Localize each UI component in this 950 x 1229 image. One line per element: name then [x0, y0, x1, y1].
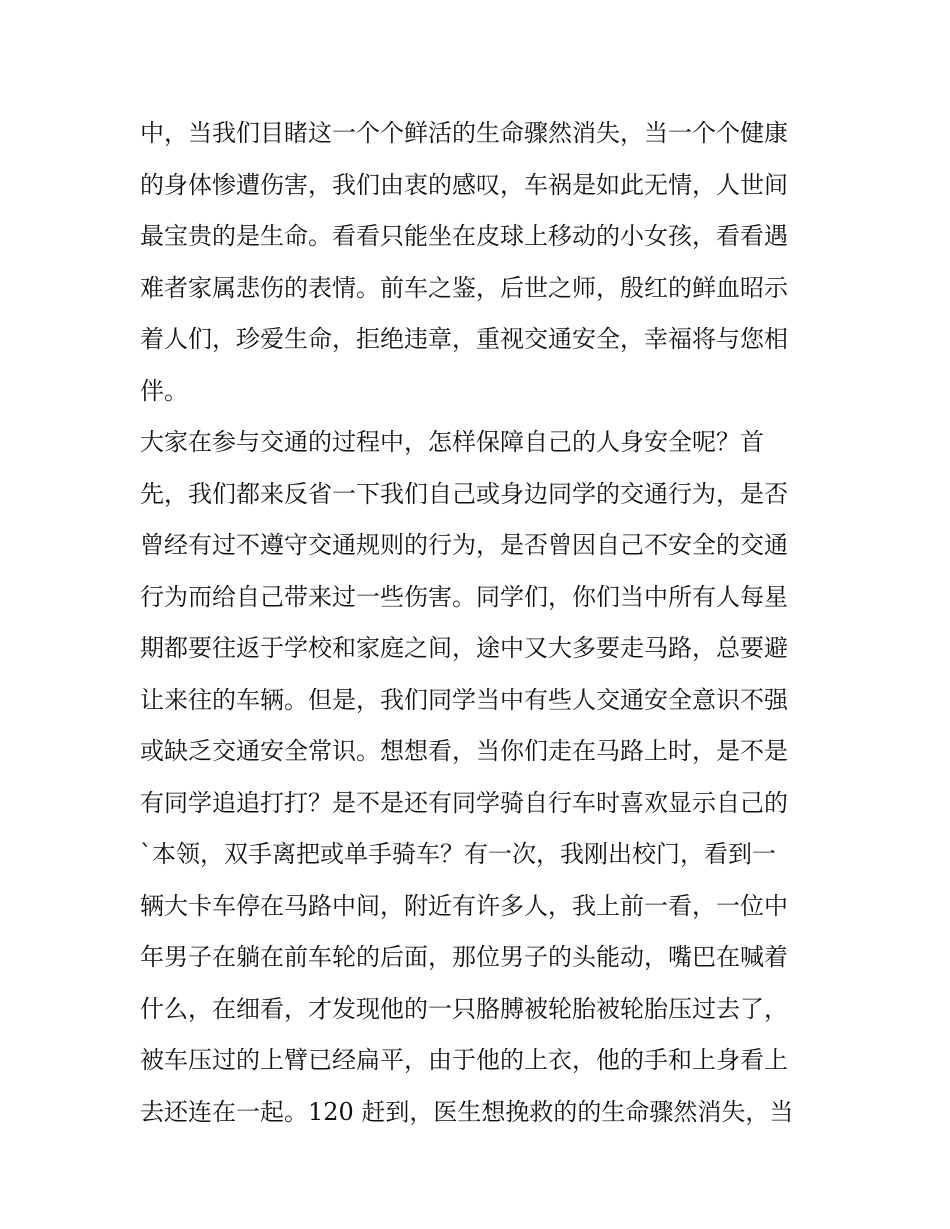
text-line: 有同学追追打打？是不是还有同学骑自行车时喜欢显示自己的 — [140, 788, 788, 817]
text-line: 最宝贵的是生命。看看只能坐在皮球上移动的小女孩，看看遇 — [140, 222, 788, 250]
body-text — [140, 108, 820, 1138]
text-line: 着人们，珍爱生命，拒绝违章，重视交通安全，幸福将与您相 — [140, 325, 788, 353]
text-line: 先，我们都来反省一下我们自己或身边同学的交通行为，是否 — [140, 479, 788, 508]
text-line: 难者家属悲伤的表情。前车之鉴，后世之师，殷红的鲜血昭示 — [140, 273, 788, 302]
text-line: 什么，在细看，才发现他的一只胳膊被轮胎被轮胎压过去了， — [140, 994, 788, 1023]
text-line: 让来往的车辆。但是，我们同学当中有些人交通安全意识不强 — [140, 685, 788, 714]
text-line: 伴。 — [140, 376, 188, 405]
text-line: 去还连在一起。120 赶到，医生想挽救的的生命骤然消失，当 — [140, 1097, 794, 1126]
text-line: 期都要往返于学校和家庭之间，途中又大多要走马路，总要避 — [140, 634, 788, 662]
text-line: 或缺乏交通安全常识。想想看，当你们走在马路上时，是不是 — [140, 737, 788, 765]
text-line: `本领，双手离把或单手骑车？有一次，我刚出校门，看到一 — [140, 840, 776, 868]
text-line: 中，当我们目睹这一个个鲜活的生命骤然消失，当一个个健康 — [140, 119, 788, 147]
text-line: 被车压过的上臂已经扁平，由于他的上衣，他的手和上身看上 — [140, 1046, 788, 1074]
text-line: 曾经有过不遵守交通规则的行为，是否曾因自己不安全的交通 — [140, 531, 788, 559]
text-line: 的身体惨遭伤害，我们由衷的感叹，车祸是如此无情，人世间 — [140, 170, 788, 199]
text-line: 辆大卡车停在马路中间，附近有许多人，我上前一看，一位中 — [140, 891, 788, 920]
text-line: 大家在参与交通的过程中，怎样保障自己的人身安全呢？首 — [140, 428, 764, 456]
text-line: 年男子在躺在前车轮的后面，那位男子的头能动，嘴巴在喊着 — [140, 943, 788, 971]
text-line: 行为而给自己带来过一些伤害。同学们，你们当中所有人每星 — [140, 582, 788, 611]
